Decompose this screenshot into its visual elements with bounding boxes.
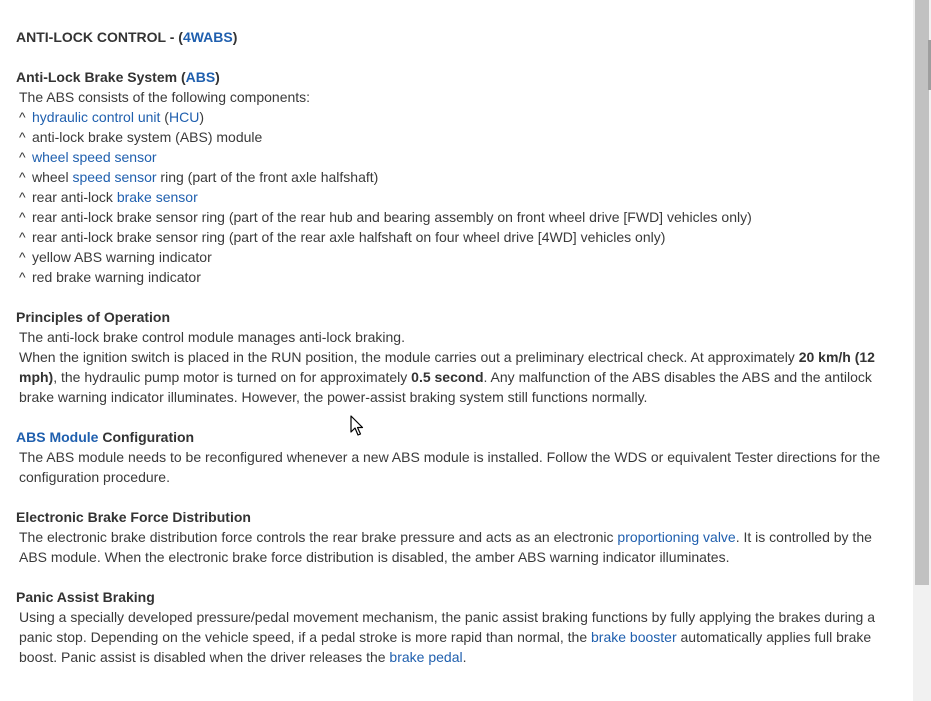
section-abs [16,67,896,287]
heading-config-suffix: Configuration [98,429,195,445]
section-ebfd [16,507,896,567]
section-heading-module-config [16,427,896,447]
link-brake-booster[interactable]: brake booster [591,629,677,645]
list-item-text: anti-lock brake system (ABS) module [32,129,263,145]
heading-abs-prefix: Anti-Lock Brake System ( [16,69,186,85]
vertical-scrollbar[interactable] [913,0,931,701]
section-principles [16,307,896,407]
scrollbar-thumb[interactable] [915,0,929,585]
paragraph-text: The electronic brake distribution force controls the rear brake pressure and acts as an electronic [19,529,618,545]
paragraph-text: When the ignition switch is placed in the RUN position, the module carries out a preliminary electrical check. At approximately [19,349,799,365]
link-wheel-speed-sensor[interactable]: wheel speed sensor [32,149,157,165]
list-item [19,147,896,167]
list-item [19,187,896,207]
link-hydraulic-control-unit[interactable]: hydraulic control unit [32,109,161,125]
list-item [19,227,896,247]
list-item [19,167,896,187]
caret-bullet: ^ [19,189,26,205]
abs-intro: The ABS consists of the following components: [19,89,311,105]
list-item [19,107,896,127]
caret-bullet: ^ [19,269,26,285]
paragraph-text: Using a specially developed pressure/pedal movement mechanism, the panic assist braking functions by fully applying the brakes during a panic stop. Depending on the vehicle speed, if a pedal stroke is more rapid than normal, the [19,609,876,645]
duration-value: 0.5 second [411,369,484,385]
section-heading-ebfd: Electronic Brake Force Distribution [16,509,251,525]
link-hcu[interactable]: HCU [168,109,200,125]
list-item [19,267,896,287]
list-item-text: wheel [32,169,73,185]
link-brake-sensor[interactable]: brake sensor [116,189,198,205]
list-item-text: red brake warning indicator [32,269,201,285]
caret-bullet: ^ [19,249,26,265]
paragraph-text: automatically applies full brake boost. Panic assist is disabled when the driver releases the [19,629,872,665]
link-brake-pedal[interactable]: brake pedal [389,649,463,665]
list-item [19,247,896,267]
panic-assist-paragraph [16,607,896,667]
speed-value: 20 km/h (12 mph) [19,349,875,385]
section-heading-abs [16,67,896,87]
link-abs[interactable]: ABS [185,69,216,85]
section-heading-principles: Principles of Operation [16,309,171,325]
list-item-text: rear anti-lock [32,189,117,205]
caret-bullet: ^ [19,229,26,245]
list-item-text: rear anti-lock brake sensor ring (part of the rear hub and bearing assembly on front wheel drive [FWD] vehicles only) [32,209,752,225]
paragraph-text: . [462,649,467,665]
document-content [16,27,896,687]
mouse-cursor-icon [350,415,364,437]
link-speed-sensor[interactable]: speed sensor [72,169,157,185]
list-item-text: rear anti-lock brake sensor ring (part of the rear axle halfshaft on four wheel drive [4WD] vehicles only) [32,229,666,245]
list-item [19,207,896,227]
list-item-text: ring (part of the front axle halfshaft) [156,169,379,185]
list-item-text: yellow ABS warning indicator [32,249,212,265]
section-module-config [16,427,896,487]
link-proportioning-valve[interactable]: proportioning valve [617,529,736,545]
list-item-text: ) [199,109,204,125]
paragraph-text: , the hydraulic pump motor is turned on for approximately [53,369,412,385]
ebfd-paragraph [16,527,896,567]
heading-abs-suffix: ) [215,69,220,85]
page-title-suffix: ) [232,29,238,45]
caret-bullet: ^ [19,169,26,185]
page-title-prefix: ANTI-LOCK CONTROL - ( [16,29,183,45]
paragraph-text: . It is controlled by the ABS module. When the electronic brake force distribution is disabled, the amber ABS warning indicator illuminates. [19,529,872,565]
component-list [16,107,896,287]
caret-bullet: ^ [19,149,26,165]
section-heading-panic-assist: Panic Assist Braking [16,589,155,605]
principles-paragraph-1: The anti-lock brake control module manages anti-lock braking. [19,329,405,345]
link-4wabs[interactable]: 4WABS [182,29,233,45]
list-item-text: ( [160,109,169,125]
module-config-paragraph: The ABS module needs to be reconfigured whenever a new ABS module is installed. Follow the WDS or equivalent Tester directions for the configuration procedure. [19,449,881,485]
caret-bullet: ^ [19,129,26,145]
page-title [16,27,896,47]
link-abs-module[interactable]: ABS Module [16,429,99,445]
paragraph-text: . Any malfunction of the ABS disables the ABS and the antilock brake warning indicator illuminates. However, the power-assist braking system still functions normally. [19,369,872,405]
caret-bullet: ^ [19,109,26,125]
section-panic-assist [16,587,896,667]
principles-paragraph-2 [16,347,896,407]
list-item [19,127,896,147]
caret-bullet: ^ [19,209,26,225]
